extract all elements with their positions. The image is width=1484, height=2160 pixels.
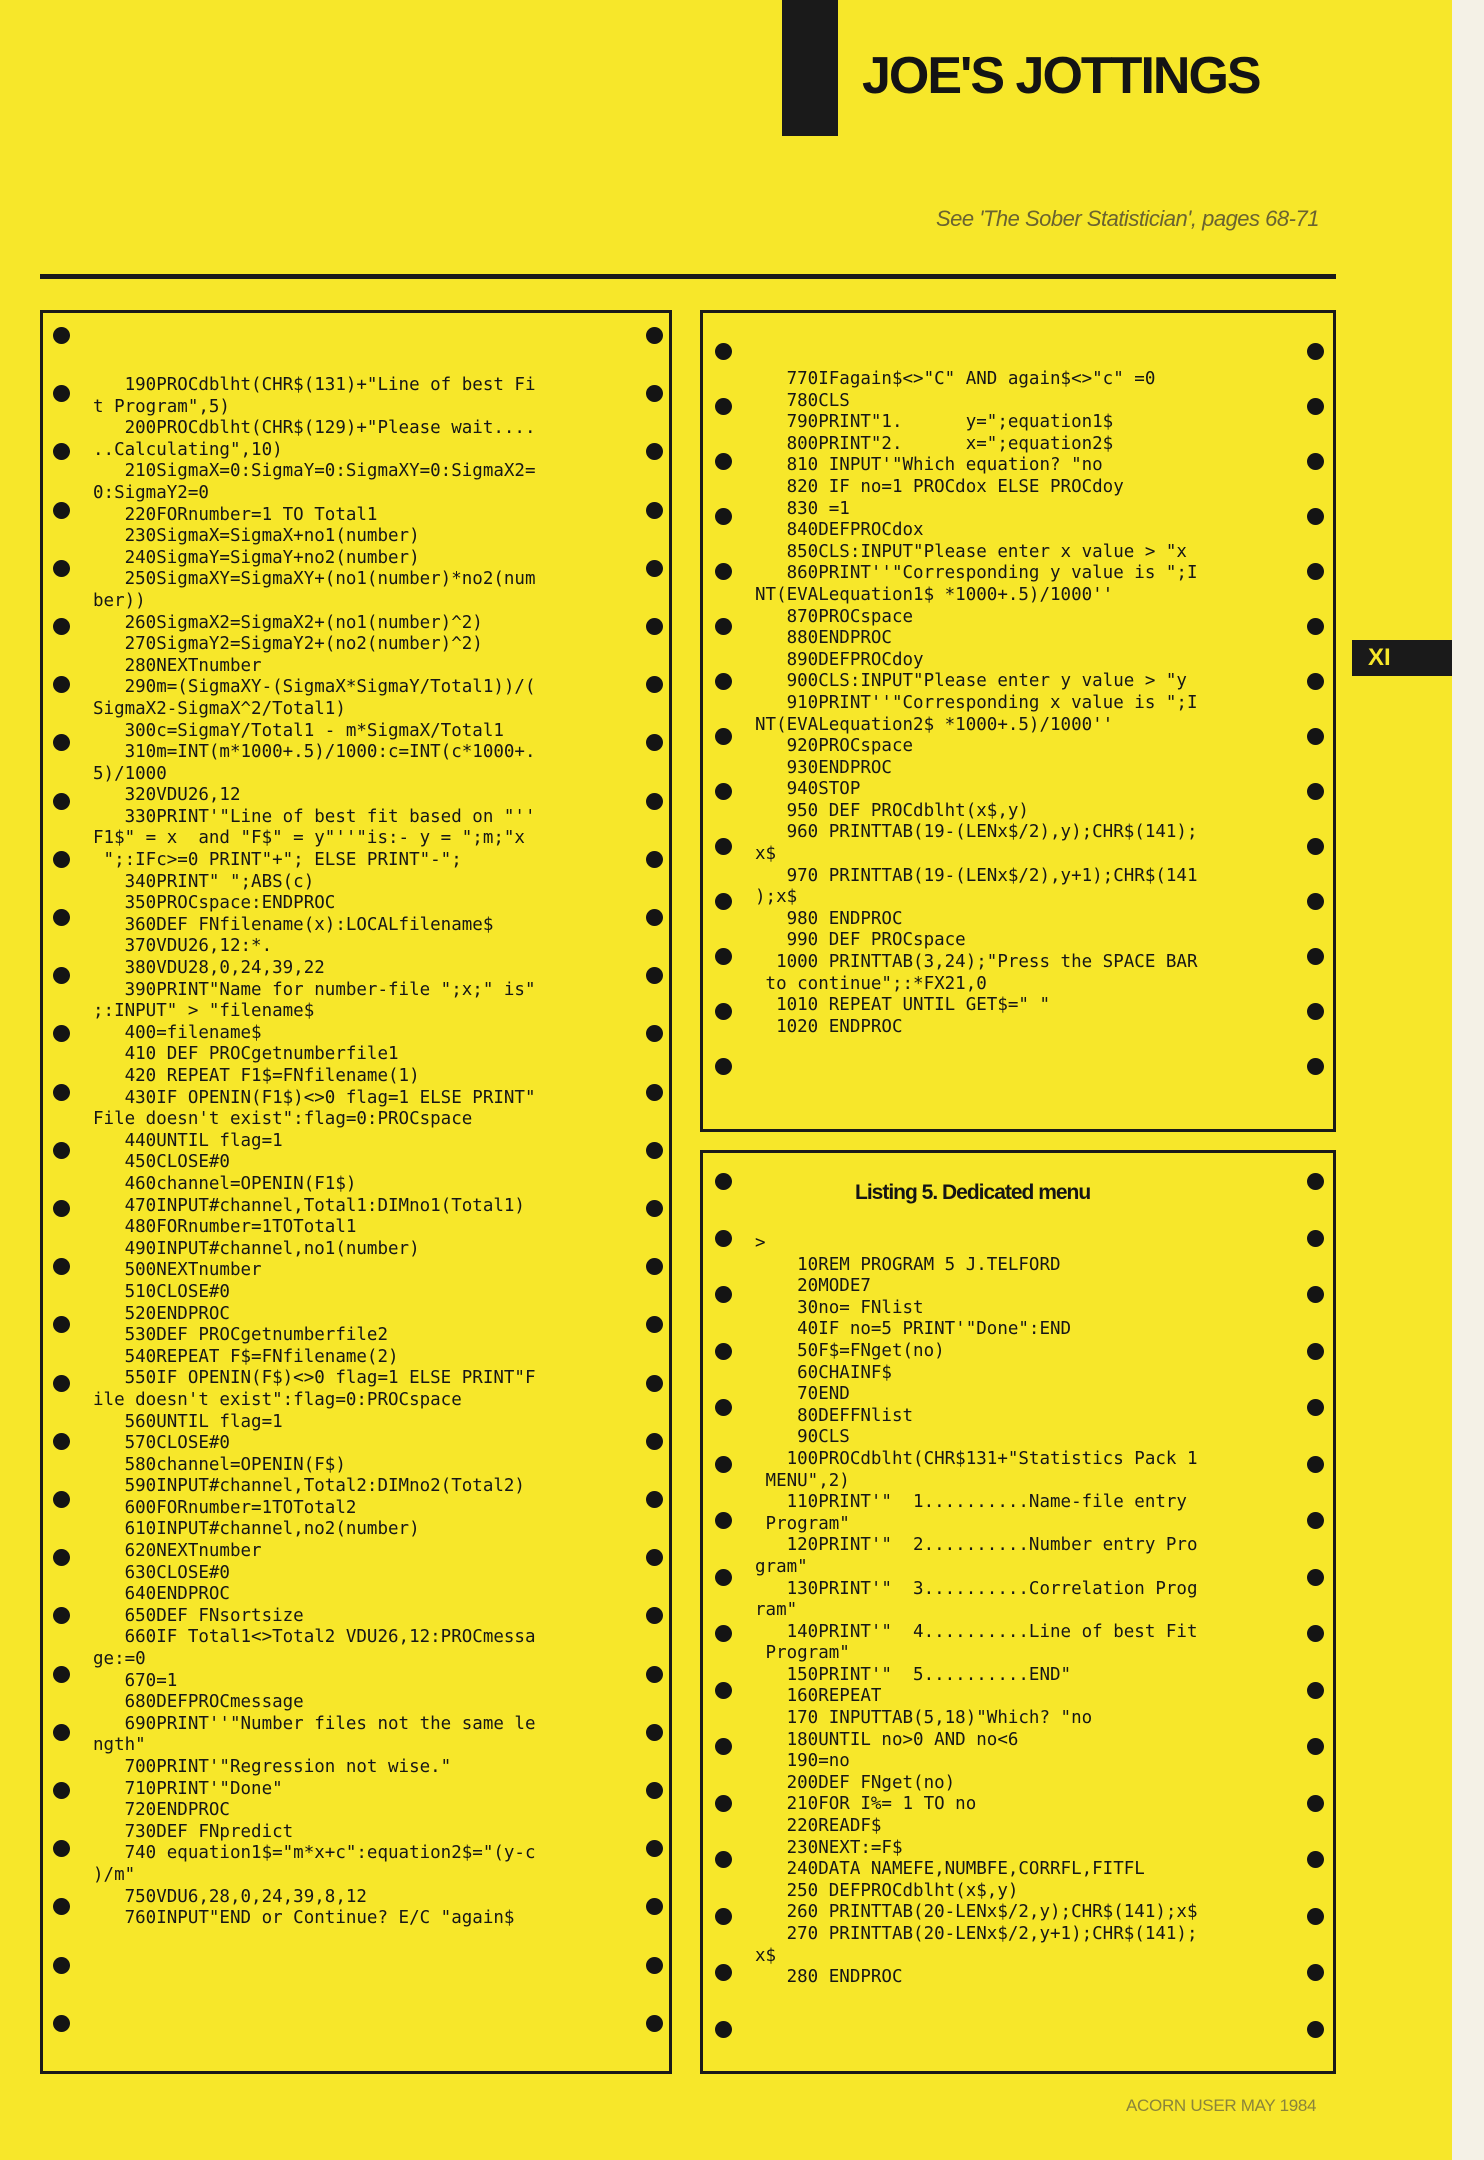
sprocket-hole xyxy=(1307,838,1324,855)
sprocket-hole xyxy=(646,1375,663,1392)
sprocket-hole xyxy=(53,1258,70,1275)
sprocket-hole xyxy=(646,1142,663,1159)
sprocket-hole xyxy=(715,618,732,635)
sprocket-hole xyxy=(646,967,663,984)
sprocket-hole xyxy=(646,560,663,577)
sprocket-hole xyxy=(646,1840,663,1857)
sprocket-hole xyxy=(646,851,663,868)
page-title: JOE'S JOTTINGS xyxy=(862,47,1260,105)
sprocket-hole xyxy=(53,1200,70,1217)
sprocket-hole xyxy=(715,838,732,855)
sprocket-hole xyxy=(646,502,663,519)
sprocket-hole xyxy=(53,327,70,344)
sprocket-hole xyxy=(715,1625,732,1642)
sprocket-hole xyxy=(1307,1230,1324,1247)
section-tab: XI xyxy=(1352,640,1452,676)
sprocket-hole xyxy=(646,1607,663,1624)
sprocket-hole xyxy=(715,508,732,525)
sprocket-hole xyxy=(715,1456,732,1473)
sprocket-hole xyxy=(53,1084,70,1101)
page-edge xyxy=(1452,0,1484,2160)
sprocket-hole xyxy=(1307,728,1324,745)
sprocket-hole xyxy=(53,967,70,984)
sprocket-hole xyxy=(53,618,70,635)
sprocket-hole xyxy=(1307,783,1324,800)
sprocket-hole xyxy=(715,893,732,910)
sprocket-hole xyxy=(646,1666,663,1683)
sprocket-hole xyxy=(715,1908,732,1925)
sprocket-hole xyxy=(715,1512,732,1529)
sprocket-hole xyxy=(646,1549,663,1566)
sprocket-hole xyxy=(646,1258,663,1275)
sprocket-hole xyxy=(646,909,663,926)
sprocket-hole xyxy=(1307,1625,1324,1642)
sprocket-hole xyxy=(1307,1908,1324,1925)
sprocket-hole xyxy=(1307,1343,1324,1360)
sprocket-hole xyxy=(1307,343,1324,360)
sprocket-hole xyxy=(1307,1964,1324,1981)
sprocket-hole xyxy=(53,1375,70,1392)
sprocket-hole xyxy=(53,1957,70,1974)
sprocket-hole xyxy=(53,1607,70,1624)
sprocket-hole xyxy=(646,1957,663,1974)
sprocket-hole xyxy=(646,1200,663,1217)
sprocket-hole xyxy=(1307,1738,1324,1755)
code-listing-right-top: 770IFagain$<>"C" AND again$<>"c" =0 780CLS 790PRINT"1. y=";equation1$ 800PRINT"2. x=";equation2$ 810 INPUT'"Which equation? "no 820 IF no=1 PROCdox ELSE PROCdoy 830 =1 840DEFPROCdox 850CLS:INPUT"Please enter x value > "x 860PRINT''"Corresponding y value is ";I NT(EVALequation1$ *1000+.5)/1000'' 870PROCspace 880ENDPROC 890DEFPROCdoy 900CLS:INPUT"Please enter y value > "y 910PRINT''"Corresponding x value is ";I NT(EVALequation2$ *1000+.5)/1000'' 920PROCspace 930ENDPROC 940STOP 950 DEF PROCdblht(x$,y) 960 PRINTTAB(19-(LENx$/2),y);CHR$(141); x$ 970 PRINTTAB(19-(LENx$/2),y+1);CHR$(141 );x$ 980 ENDPROC 990 DEF PROCspace 1000 PRINTTAB(3,24);"Press the SPACE BAR to continue";:*FX21,0 1010 REPEAT UNTIL GET$=" " 1020 ENDPROC xyxy=(755,369,1198,1037)
sprocket-hole xyxy=(646,1025,663,1042)
sprocket-hole xyxy=(1307,563,1324,580)
sprocket-hole xyxy=(1307,948,1324,965)
sprocket-hole xyxy=(646,1724,663,1741)
sprocket-hole xyxy=(646,385,663,402)
sprocket-hole xyxy=(1307,673,1324,690)
sprocket-hole xyxy=(715,453,732,470)
sprocket-hole xyxy=(1307,618,1324,635)
sprocket-hole xyxy=(715,343,732,360)
code-listing-right-bottom: > 10REM PROGRAM 5 J.TELFORD 20MODE7 30no= FNlist 40IF no=5 PRINT'"Done":END 50F$=FNget(no) 60CHAINF$ 70END 80DEFFNlist 90CLS 100PROCdblht(CHR$131+"Statistics Pack 1 MENU",2) 110PRINT'" 1..........Name-file entry Program" 120PRINT'" 2..........Number entry Pro gram" 130PRINT'" 3..........Correlation Prog ram" 140PRINT'" 4..........Line of best Fit Program" 150PRINT'" 5..........END" 160REPEAT 170 INPUTTAB(5,18)"Which? "no 180UNTIL no>0 AND no<6 190=no 200DEF FNget(no) 210FOR I%= 1 TO no 220READF$ 230NEXT:=F$ 240DATA NAMEFE,NUMBFE,CORRFL,FITFL 250 DEFPROCdblht(x$,y) 260 PRINTTAB(20-LENx$/2,y);CHR$(141);x$ 270 PRINTTAB(20-LENx$/2,y+1);CHR$(141); x$ 280 ENDPROC xyxy=(755,1233,1198,1988)
sprocket-hole xyxy=(715,1738,732,1755)
sprocket-hole xyxy=(53,1666,70,1683)
sprocket-hole xyxy=(1307,1795,1324,1812)
listing-title: Listing 5. Dedicated menu xyxy=(855,1181,1091,1204)
sprocket-hole xyxy=(53,1142,70,1159)
sprocket-hole xyxy=(1307,1682,1324,1699)
sprocket-hole xyxy=(646,1433,663,1450)
sprocket-hole xyxy=(53,1898,70,1915)
page-subtitle: See 'The Sober Statistician', pages 68-71 xyxy=(936,206,1319,231)
sprocket-hole xyxy=(1307,1456,1324,1473)
sprocket-hole xyxy=(53,1782,70,1799)
sprocket-hole xyxy=(646,1491,663,1508)
sprocket-hole xyxy=(53,1025,70,1042)
sprocket-hole xyxy=(715,563,732,580)
sprocket-hole xyxy=(646,2015,663,2032)
header-rule xyxy=(40,274,1336,279)
sprocket-hole xyxy=(1307,1851,1324,1868)
sprocket-hole xyxy=(646,1316,663,1333)
sprocket-hole xyxy=(715,1286,732,1303)
sprocket-hole xyxy=(53,1549,70,1566)
header-bar xyxy=(782,0,838,136)
sprocket-hole xyxy=(1307,508,1324,525)
page-footer: ACORN USER MAY 1984 xyxy=(1126,2096,1317,2115)
sprocket-hole xyxy=(715,1058,732,1075)
sprocket-hole xyxy=(646,734,663,751)
sprocket-hole xyxy=(1307,1173,1324,1190)
listing-panel-left xyxy=(40,310,672,2074)
sprocket-hole xyxy=(53,1724,70,1741)
sprocket-hole xyxy=(53,560,70,577)
sprocket-hole xyxy=(646,1898,663,1915)
sprocket-hole xyxy=(646,1084,663,1101)
sprocket-hole xyxy=(646,443,663,460)
sprocket-hole xyxy=(1307,1003,1324,1020)
sprocket-hole xyxy=(53,851,70,868)
sprocket-hole xyxy=(715,673,732,690)
sprocket-hole xyxy=(1307,2021,1324,2038)
sprocket-hole xyxy=(53,385,70,402)
sprocket-hole xyxy=(715,948,732,965)
sprocket-hole xyxy=(646,676,663,693)
sprocket-hole xyxy=(715,1795,732,1812)
sprocket-hole xyxy=(1307,453,1324,470)
sprocket-hole xyxy=(53,443,70,460)
sprocket-hole xyxy=(715,398,732,415)
sprocket-hole xyxy=(715,1003,732,1020)
sprocket-hole xyxy=(715,1682,732,1699)
sprocket-hole xyxy=(1307,893,1324,910)
sprocket-hole xyxy=(715,1964,732,1981)
sprocket-hole xyxy=(53,793,70,810)
sprocket-hole xyxy=(1307,1058,1324,1075)
sprocket-hole xyxy=(53,909,70,926)
sprocket-hole xyxy=(715,1399,732,1416)
sprocket-hole xyxy=(715,1569,732,1586)
sprocket-hole xyxy=(715,1173,732,1190)
sprocket-hole xyxy=(53,1433,70,1450)
sprocket-hole xyxy=(53,676,70,693)
sprocket-hole xyxy=(646,327,663,344)
listing-panel-right-top xyxy=(700,310,1336,1132)
sprocket-hole xyxy=(646,793,663,810)
sprocket-hole xyxy=(1307,1569,1324,1586)
listing-panel-right-bottom xyxy=(700,1150,1336,2074)
sprocket-hole xyxy=(1307,398,1324,415)
sprocket-hole xyxy=(53,2015,70,2032)
sprocket-hole xyxy=(715,2021,732,2038)
code-listing-left: 190PROCdblht(CHR$(131)+"Line of best Fi t Program",5) 200PROCdblht(CHR$(129)+"Please wait.... ..Calculating",10) 210SigmaX=0:SigmaY=0:SigmaXY=0:SigmaX2= 0:SigmaY2=0 220FORnumber=1 TO Total1 230SigmaX=SigmaX+no1(number) 240SigmaY=SigmaY+no2(number) 250SigmaXY=SigmaXY+(no1(number)*no2(num ber)) 260SigmaX2=SigmaX2+(no1(number)^2) 270SigmaY2=SigmaY2+(no2(number)^2) 280NEXTnumber 290m=(SigmaXY-(SigmaX*SigmaY/Total1))/( SigmaX2-SigmaX^2/Total1) 300c=SigmaY/Total1 - m*SigmaX/Total1 310m=INT(m*1000+.5)/1000:c=INT(c*1000+. 5)/1000 320VDU26,12 330PRINT'"Line of best fit based on "'' F1$" = x and "F$" = y"''"is:- y = ";m;"x ";:IFc>=0 PRINT"+"; ELSE PRINT"-"; 340PRINT" ";ABS(c) 350PROCspace:ENDPROC 360DEF FNfilename(x):LOCALfilename$ 370VDU26,12:*. 380VDU28,0,24,39,22 390PRINT"Name for number-file ";x;" is" ;:INPUT" > "filename$ 400=filename$ 410 DEF PROCgetnumberfile1 420 REPEAT F1$=FNfilename(1) 430IF OPENIN(F1$)<>0 flag=1 ELSE PRINT" File doesn't exist":flag=0:PROCspace 440UNTIL flag=1 450CLOSE#0 460channel=OPENIN(F1$) 470INPUT#channel,Total1:DIMno1(Total1) 480FORnumber=1TOTotal1 490INPUT#channel,no1(number) 500NEXTnumber 510CLOSE#0 520ENDPROC 530DEF PROCgetnumberfile2 540REPEAT F$=FNfilename(2) 550IF OPENIN(F$)<>0 flag=1 ELSE PRINT"F ile doesn't exist":flag=0:PROCspace 560UNTIL flag=1 570CLOSE#0 580channel=OPENIN(F$) 590INPUT#channel,Total2:DIMno2(Total2) 600FORnumber=1TOTotal2 610INPUT#channel,no2(number) 620NEXTnumber 630CLOSE#0 640ENDPROC 650DEF FNsortsize 660IF Total1<>Total2 VDU26,12:PROCmessa ge:=0 670=1 680DEFPROCmessage 690PRINT''"Number files not the same le ngth" 700PRINT'"Regression not wise." 710PRINT'"Done" 720ENDPROC 730DEF FNpredict 740 equation1$="m*x+c":equation2$="(y-c )/m" 750VDU6,28,0,24,39,8,12 760INPUT"END or Continue? E/C "again$ xyxy=(93,375,536,1929)
sprocket-hole xyxy=(53,734,70,751)
sprocket-hole xyxy=(53,502,70,519)
sprocket-hole xyxy=(715,1343,732,1360)
sprocket-hole xyxy=(715,783,732,800)
sprocket-hole xyxy=(1307,1399,1324,1416)
sprocket-hole xyxy=(646,618,663,635)
sprocket-hole xyxy=(646,1782,663,1799)
sprocket-hole xyxy=(53,1840,70,1857)
sprocket-hole xyxy=(715,1851,732,1868)
sprocket-hole xyxy=(1307,1512,1324,1529)
sprocket-hole xyxy=(715,1230,732,1247)
sprocket-hole xyxy=(53,1316,70,1333)
sprocket-hole xyxy=(1307,1286,1324,1303)
sprocket-hole xyxy=(715,728,732,745)
sprocket-hole xyxy=(53,1491,70,1508)
